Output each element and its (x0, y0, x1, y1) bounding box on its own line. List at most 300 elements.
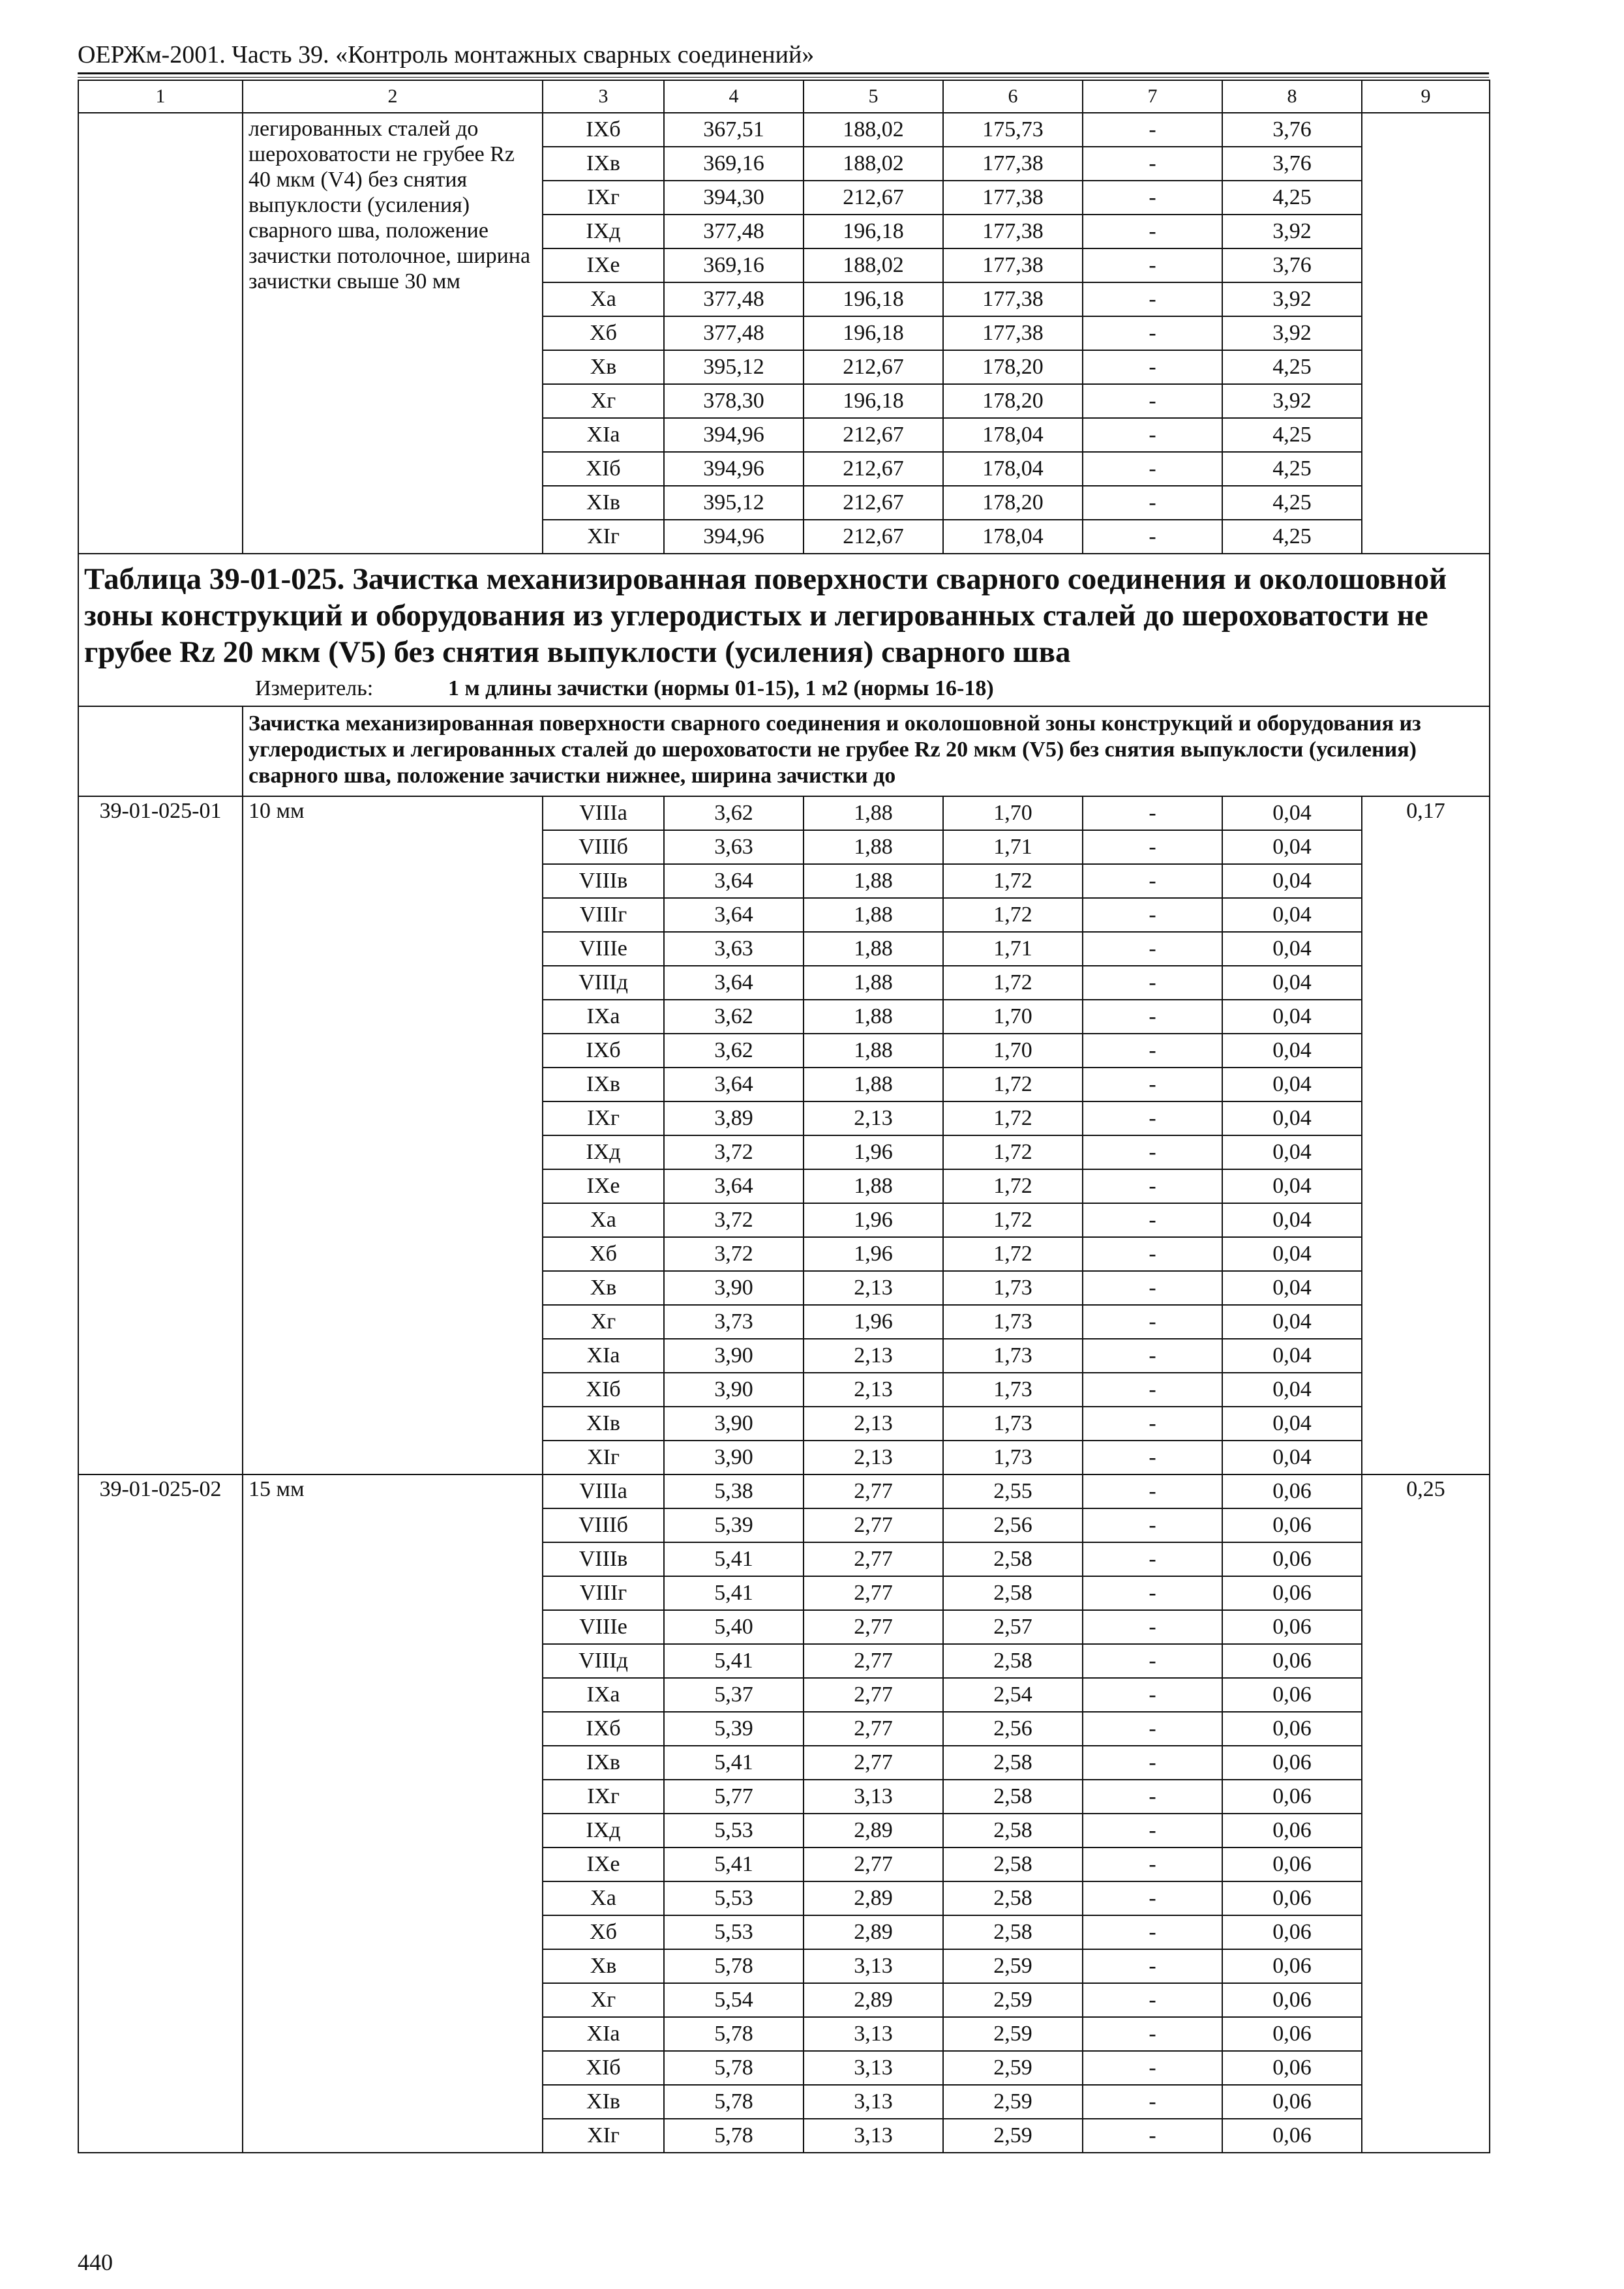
value-cell: 3,76 (1222, 147, 1362, 181)
category-cell: VIIIд (543, 966, 664, 1000)
running-header: ОЕРЖм-2001. Часть 39. «Контроль монтажных сварных соединений» (78, 41, 815, 68)
category-cell: Xв (543, 1271, 664, 1305)
value-cell: - (1083, 1576, 1222, 1610)
value-cell: 2,77 (804, 1678, 943, 1712)
value-cell: 0,06 (1222, 1542, 1362, 1576)
value-cell: 2,13 (804, 1271, 943, 1305)
value-cell: 394,96 (664, 520, 804, 554)
value-cell: 3,76 (1222, 113, 1362, 147)
value-cell: 0,04 (1222, 898, 1362, 932)
value-cell: 0,04 (1222, 1373, 1362, 1407)
value-cell: 3,63 (664, 932, 804, 966)
value-cell: 2,58 (943, 1542, 1083, 1576)
value-cell: - (1083, 1508, 1222, 1542)
value-cell: 1,72 (943, 1101, 1083, 1135)
column-number-row (78, 80, 1490, 113)
value-cell: - (1083, 1474, 1222, 1508)
norm-width: 10 мм (243, 796, 543, 1474)
value-cell: 2,77 (804, 1542, 943, 1576)
category-cell: XIв (543, 1407, 664, 1441)
value-cell: - (1083, 452, 1222, 486)
value-cell: 0,04 (1222, 1135, 1362, 1169)
value-cell: - (1083, 1441, 1222, 1474)
category-cell: Xа (543, 1881, 664, 1915)
code-cell (78, 113, 243, 554)
value-cell: 3,76 (1222, 248, 1362, 282)
value-cell: - (1083, 1949, 1222, 1983)
value-cell: 188,02 (804, 113, 943, 147)
value-cell: 378,30 (664, 384, 804, 418)
table-row (78, 1474, 1490, 1508)
value-cell: - (1083, 1881, 1222, 1915)
value-cell: 2,89 (804, 1881, 943, 1915)
column-number: 9 (1362, 80, 1490, 113)
value-cell: 1,72 (943, 1237, 1083, 1271)
value-cell: 0,06 (1222, 2017, 1362, 2051)
value-cell: 5,77 (664, 1780, 804, 1814)
category-cell: XIг (543, 2119, 664, 2153)
value-cell: 3,64 (664, 966, 804, 1000)
value-cell: 3,90 (664, 1271, 804, 1305)
value-cell: 0,04 (1222, 1034, 1362, 1068)
category-cell: IXг (543, 1780, 664, 1814)
column-number: 3 (543, 80, 664, 113)
intro-row (78, 706, 1490, 796)
value-cell: - (1083, 830, 1222, 864)
category-cell: IXв (543, 1746, 664, 1780)
value-cell: 212,67 (804, 418, 943, 452)
value-cell: 4,25 (1222, 350, 1362, 384)
value-cell: - (1083, 1135, 1222, 1169)
header-rule-thin (78, 77, 1489, 78)
value-cell: 3,64 (664, 864, 804, 898)
value-cell: 4,25 (1222, 181, 1362, 215)
value-cell: 3,13 (804, 2119, 943, 2153)
category-cell: Xа (543, 282, 664, 316)
category-cell: IXе (543, 248, 664, 282)
value-cell: 1,96 (804, 1305, 943, 1339)
value-cell: - (1083, 1000, 1222, 1034)
category-cell: IXб (543, 1712, 664, 1746)
value-cell: 3,64 (664, 1068, 804, 1101)
value-cell: 394,96 (664, 452, 804, 486)
value-cell: 0,06 (1222, 1576, 1362, 1610)
column-number: 1 (78, 80, 243, 113)
value-cell: 2,77 (804, 1746, 943, 1780)
value-cell: 3,62 (664, 1000, 804, 1034)
value-cell: 5,37 (664, 1678, 804, 1712)
value-cell: 0,04 (1222, 932, 1362, 966)
value-cell: 5,41 (664, 1848, 804, 1881)
value-cell: - (1083, 486, 1222, 520)
value-cell: 3,63 (664, 830, 804, 864)
measure-value: 1 м длины зачистки (нормы 01-15), 1 м2 (нормы 16-18) (448, 676, 994, 700)
value-cell: 0,04 (1222, 1305, 1362, 1339)
value-cell: 1,70 (943, 796, 1083, 830)
category-cell: Xб (543, 316, 664, 350)
category-cell: IXб (543, 1034, 664, 1068)
value-cell: 2,56 (943, 1508, 1083, 1542)
value-cell: - (1083, 316, 1222, 350)
value-cell: 2,58 (943, 1881, 1083, 1915)
value-cell: 177,38 (943, 181, 1083, 215)
value-cell: - (1083, 2085, 1222, 2119)
value-cell: 369,16 (664, 147, 804, 181)
value-cell: 1,88 (804, 864, 943, 898)
category-cell: Xг (543, 384, 664, 418)
value-cell: - (1083, 1237, 1222, 1271)
value-cell: 3,13 (804, 2017, 943, 2051)
value-cell: 2,59 (943, 2051, 1083, 2085)
category-cell: VIIIб (543, 830, 664, 864)
category-cell: VIIIе (543, 1610, 664, 1644)
category-cell: VIIIд (543, 1644, 664, 1678)
value-cell: 3,13 (804, 2051, 943, 2085)
value-cell: - (1083, 2051, 1222, 2085)
value-cell: 0,04 (1222, 796, 1362, 830)
value-cell: 5,78 (664, 2085, 804, 2119)
category-cell: XIа (543, 1339, 664, 1373)
value-cell: 2,58 (943, 1644, 1083, 1678)
value-cell: 2,13 (804, 1373, 943, 1407)
value-cell: 4,25 (1222, 418, 1362, 452)
value-cell: 1,72 (943, 1135, 1083, 1169)
value-cell: 0,06 (1222, 2119, 1362, 2153)
value-cell: - (1083, 147, 1222, 181)
value-cell: - (1083, 215, 1222, 248)
value-cell: 2,58 (943, 1576, 1083, 1610)
value-cell: 3,90 (664, 1339, 804, 1373)
value-cell: 3,62 (664, 796, 804, 830)
value-cell: 2,89 (804, 1814, 943, 1848)
value-cell: 3,64 (664, 898, 804, 932)
value-cell: 5,78 (664, 2017, 804, 2051)
value-cell: 3,72 (664, 1135, 804, 1169)
value-cell: - (1083, 1678, 1222, 1712)
value-cell: - (1083, 1780, 1222, 1814)
value-cell: - (1083, 1983, 1222, 2017)
value-cell: 3,62 (664, 1034, 804, 1068)
value-cell: 2,89 (804, 1983, 943, 2017)
value-cell: 2,59 (943, 2119, 1083, 2153)
value-cell: 1,72 (943, 1068, 1083, 1101)
value-cell: 1,72 (943, 898, 1083, 932)
value-cell: 3,92 (1222, 316, 1362, 350)
value-cell: - (1083, 1203, 1222, 1237)
value-cell: 0,06 (1222, 1644, 1362, 1678)
category-cell: IXг (543, 1101, 664, 1135)
value-cell: 2,77 (804, 1474, 943, 1508)
value-cell: 177,38 (943, 147, 1083, 181)
value-cell: - (1083, 1305, 1222, 1339)
value-cell: 5,53 (664, 1814, 804, 1848)
column-number: 4 (664, 80, 804, 113)
value-cell: 5,39 (664, 1712, 804, 1746)
category-cell: VIIIб (543, 1508, 664, 1542)
value-cell: 1,72 (943, 1169, 1083, 1203)
measure-line (84, 674, 1484, 703)
value-cell: 5,41 (664, 1576, 804, 1610)
value-cell: 1,72 (943, 1203, 1083, 1237)
value-cell: 178,20 (943, 350, 1083, 384)
value-cell: 196,18 (804, 384, 943, 418)
value-cell: 5,53 (664, 1881, 804, 1915)
column-number: 5 (804, 80, 943, 113)
table-title-cell (78, 554, 1490, 706)
value-cell: 1,88 (804, 830, 943, 864)
code-cell (78, 706, 243, 796)
value-cell: 0,04 (1222, 1271, 1362, 1305)
value-cell: 377,48 (664, 316, 804, 350)
value-cell: 0,04 (1222, 1101, 1362, 1135)
value-cell: - (1083, 418, 1222, 452)
norm-width: 15 мм (243, 1474, 543, 2153)
value-cell: 2,58 (943, 1780, 1083, 1814)
column-number: 6 (943, 80, 1083, 113)
value-cell: 3,72 (664, 1203, 804, 1237)
category-cell: VIIIг (543, 898, 664, 932)
value-cell: 0,06 (1222, 1780, 1362, 1814)
category-cell: Xб (543, 1915, 664, 1949)
value-cell: 5,39 (664, 1508, 804, 1542)
value-cell: 2,59 (943, 1983, 1083, 2017)
value-cell: 212,67 (804, 350, 943, 384)
value-cell: 0,06 (1222, 1983, 1362, 2017)
value-cell: - (1083, 282, 1222, 316)
value-cell: 212,67 (804, 486, 943, 520)
value-cell: 2,13 (804, 1441, 943, 1474)
value-cell: 0,06 (1222, 1746, 1362, 1780)
value-cell: - (1083, 1915, 1222, 1949)
value-cell: 175,73 (943, 113, 1083, 147)
intro-text: Зачистка механизированная поверхности сварного соединения и околошовной зоны конструкций и оборудования из углеродистых и легированных сталей до шероховатости не грубее Rz 20 мкм (V5) без снятия выпуклости (усиления) сварного шва, положение зачистки нижнее, ширина зачистки до (243, 706, 1490, 796)
value-cell: - (1083, 248, 1222, 282)
value-cell: 4,25 (1222, 486, 1362, 520)
value-cell: - (1083, 1373, 1222, 1407)
value-cell: 5,38 (664, 1474, 804, 1508)
value-cell: 0,06 (1222, 1949, 1362, 1983)
value-cell: - (1083, 1339, 1222, 1373)
value-cell: 212,67 (804, 520, 943, 554)
category-cell: IXд (543, 1135, 664, 1169)
value-cell: - (1083, 864, 1222, 898)
value-cell: 5,41 (664, 1542, 804, 1576)
value-cell: 0,04 (1222, 1068, 1362, 1101)
value-cell: 395,12 (664, 486, 804, 520)
value-cell: 2,58 (943, 1814, 1083, 1848)
value-cell: 212,67 (804, 181, 943, 215)
value-cell: - (1083, 932, 1222, 966)
category-cell: IXг (543, 181, 664, 215)
value-cell: 212,67 (804, 452, 943, 486)
value-cell: 2,55 (943, 1474, 1083, 1508)
value-cell: 1,73 (943, 1441, 1083, 1474)
value-cell: 2,58 (943, 1746, 1083, 1780)
value-cell: - (1083, 1542, 1222, 1576)
category-cell: VIIIг (543, 1576, 664, 1610)
category-cell: Xг (543, 1983, 664, 2017)
value-cell: 1,96 (804, 1135, 943, 1169)
value-cell: 1,88 (804, 1034, 943, 1068)
value-cell: 2,13 (804, 1101, 943, 1135)
category-cell: XIа (543, 2017, 664, 2051)
category-cell: VIIIа (543, 1474, 664, 1508)
category-cell: IXа (543, 1678, 664, 1712)
value-cell: 0,06 (1222, 1508, 1362, 1542)
column-number: 8 (1222, 80, 1362, 113)
value-cell: 1,73 (943, 1305, 1083, 1339)
value-cell: 5,78 (664, 1949, 804, 1983)
category-cell: XIб (543, 452, 664, 486)
value-cell: 188,02 (804, 248, 943, 282)
value-cell: 3,92 (1222, 282, 1362, 316)
value-cell: 2,89 (804, 1915, 943, 1949)
value-cell: 0,04 (1222, 830, 1362, 864)
value-cell: 2,13 (804, 1407, 943, 1441)
category-cell: IXв (543, 147, 664, 181)
value-cell: 2,77 (804, 1610, 943, 1644)
value-cell: 0,04 (1222, 1441, 1362, 1474)
value-cell: 1,73 (943, 1373, 1083, 1407)
value-cell: 178,20 (943, 486, 1083, 520)
value-cell: 2,77 (804, 1712, 943, 1746)
category-cell: IXе (543, 1169, 664, 1203)
category-cell: XIв (543, 2085, 664, 2119)
value-cell: 0,04 (1222, 1339, 1362, 1373)
value-cell: 3,13 (804, 1780, 943, 1814)
value-cell: 0,06 (1222, 2051, 1362, 2085)
category-cell: IXб (543, 113, 664, 147)
value-cell: 2,77 (804, 1644, 943, 1678)
category-cell: IXв (543, 1068, 664, 1101)
value-cell: 377,48 (664, 215, 804, 248)
value-cell: 367,51 (664, 113, 804, 147)
value-cell: 1,73 (943, 1339, 1083, 1373)
value-cell: 196,18 (804, 215, 943, 248)
norm-code: 39-01-025-02 (78, 1474, 243, 2153)
value-cell: - (1083, 384, 1222, 418)
category-cell: IXд (543, 215, 664, 248)
value-cell: 178,04 (943, 418, 1083, 452)
value-cell: 0,04 (1222, 1203, 1362, 1237)
value-cell: 2,54 (943, 1678, 1083, 1712)
value-cell: 1,88 (804, 796, 943, 830)
value-cell: - (1083, 1034, 1222, 1068)
value-cell: 177,38 (943, 215, 1083, 248)
value-cell: 3,73 (664, 1305, 804, 1339)
value-cell: 1,72 (943, 966, 1083, 1000)
value-cell: 1,96 (804, 1203, 943, 1237)
value-cell: 178,04 (943, 520, 1083, 554)
value-cell: 3,72 (664, 1237, 804, 1271)
table-row (78, 113, 1490, 147)
value-cell: 3,90 (664, 1373, 804, 1407)
value-cell: - (1083, 113, 1222, 147)
value-cell: - (1083, 181, 1222, 215)
value-cell: 178,20 (943, 384, 1083, 418)
value-cell: 3,13 (804, 2085, 943, 2119)
value-cell: 0,04 (1222, 1000, 1362, 1034)
category-cell: IXе (543, 1848, 664, 1881)
value-cell: 5,41 (664, 1746, 804, 1780)
value-cell: 0,06 (1222, 1814, 1362, 1848)
value-cell: 177,38 (943, 316, 1083, 350)
value-cell: 4,25 (1222, 520, 1362, 554)
value-cell: - (1083, 1746, 1222, 1780)
value-cell: 0,06 (1222, 1848, 1362, 1881)
value-cell: 0,06 (1222, 1915, 1362, 1949)
value-cell: 1,88 (804, 1000, 943, 1034)
value-cell: 0,04 (1222, 1407, 1362, 1441)
column-number: 2 (243, 80, 543, 113)
value-cell: 177,38 (943, 248, 1083, 282)
value-cell: 2,77 (804, 1576, 943, 1610)
col9-cell (1362, 113, 1490, 554)
value-cell: 3,90 (664, 1441, 804, 1474)
value-cell: 394,30 (664, 181, 804, 215)
value-cell: 5,54 (664, 1983, 804, 2017)
category-cell: VIIIв (543, 1542, 664, 1576)
value-cell: 1,96 (804, 1237, 943, 1271)
value-cell: - (1083, 1712, 1222, 1746)
value-cell: 178,04 (943, 452, 1083, 486)
value-cell: 2,59 (943, 2085, 1083, 2119)
norms-table (78, 80, 1490, 2153)
value-cell: - (1083, 1101, 1222, 1135)
table-title: Таблица 39-01-025. Зачистка механизированная поверхности сварного соединения и околошовной зоны конструкций и оборудования из углеродистых и легированных сталей до шероховатости не грубее Rz 20 мкм (V5) без снятия выпуклости (усиления) сварного шва (84, 562, 1447, 669)
value-cell: 1,88 (804, 898, 943, 932)
value-cell: - (1083, 1814, 1222, 1848)
value-cell: 196,18 (804, 316, 943, 350)
value-cell: 0,04 (1222, 1169, 1362, 1203)
value-cell: - (1083, 2017, 1222, 2051)
value-cell: 2,56 (943, 1712, 1083, 1746)
value-cell: 0,04 (1222, 864, 1362, 898)
value-cell: 1,71 (943, 830, 1083, 864)
value-cell: - (1083, 898, 1222, 932)
value-cell: - (1083, 1407, 1222, 1441)
value-cell: 1,88 (804, 932, 943, 966)
value-cell: 2,59 (943, 1949, 1083, 1983)
category-cell: XIб (543, 2051, 664, 2085)
col9-cell: 0,17 (1362, 796, 1490, 1474)
value-cell: 1,70 (943, 1000, 1083, 1034)
category-cell: Xг (543, 1305, 664, 1339)
category-cell: Xв (543, 350, 664, 384)
category-cell: Xв (543, 1949, 664, 1983)
value-cell: - (1083, 520, 1222, 554)
value-cell: 2,58 (943, 1848, 1083, 1881)
value-cell: 3,64 (664, 1169, 804, 1203)
value-cell: 177,38 (943, 282, 1083, 316)
value-cell: 3,90 (664, 1407, 804, 1441)
value-cell: 2,77 (804, 1508, 943, 1542)
value-cell: 2,13 (804, 1339, 943, 1373)
value-cell: - (1083, 1610, 1222, 1644)
value-cell: 1,70 (943, 1034, 1083, 1068)
value-cell: - (1083, 796, 1222, 830)
value-cell: 1,73 (943, 1271, 1083, 1305)
value-cell: 3,92 (1222, 384, 1362, 418)
value-cell: - (1083, 1271, 1222, 1305)
value-cell: - (1083, 1848, 1222, 1881)
value-cell: 0,06 (1222, 2085, 1362, 2119)
category-cell: VIIIв (543, 864, 664, 898)
category-cell: IXд (543, 1814, 664, 1848)
value-cell: 2,58 (943, 1915, 1083, 1949)
value-cell: 3,13 (804, 1949, 943, 1983)
value-cell: 394,96 (664, 418, 804, 452)
